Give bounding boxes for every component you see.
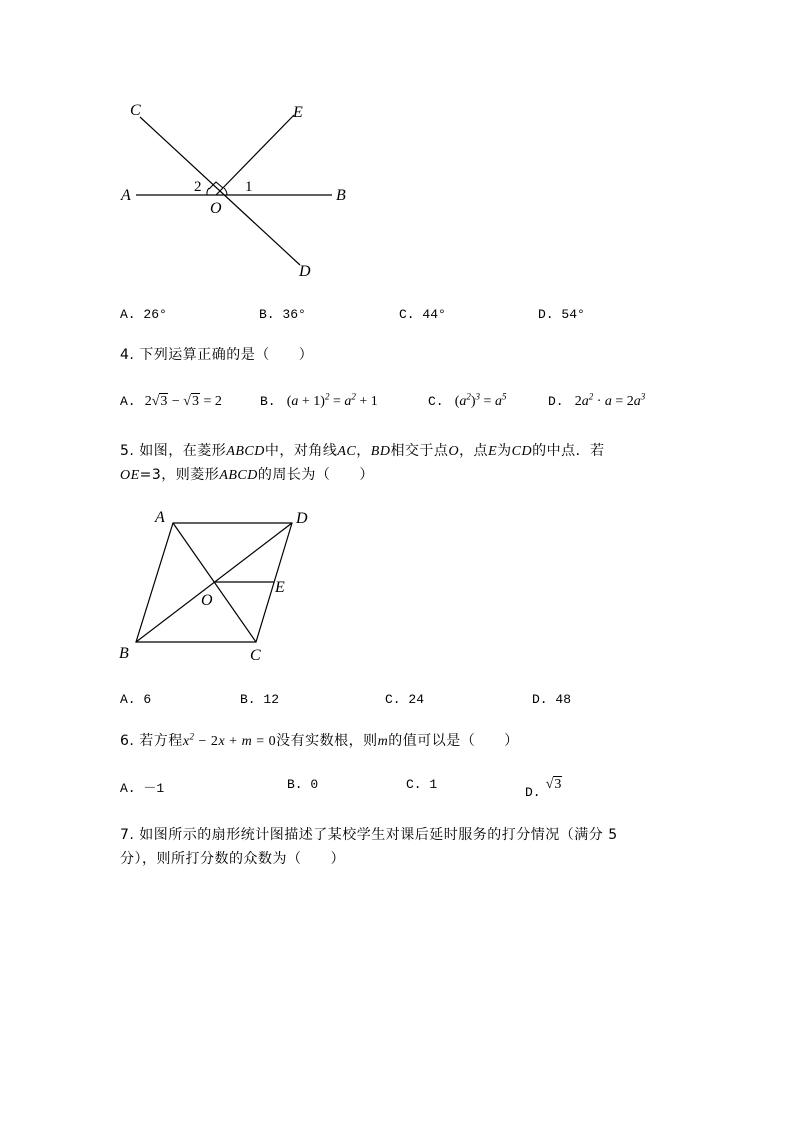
q5-option-b: B. 12 xyxy=(240,692,280,707)
figure-angles xyxy=(110,95,360,285)
q6-option-c: C. 1 xyxy=(406,777,438,792)
q3-option-b: B. 36° xyxy=(259,307,306,322)
angle-1-arc xyxy=(224,188,227,195)
q6-option-a: A. －1 xyxy=(120,781,165,796)
q7-question-line1: 7. 如图所示的扇形统计图描述了某校学生对课后延时服务的打分情况（满分 5 xyxy=(120,827,618,843)
q4-question: 4. 下列运算正确的是（ ） xyxy=(120,347,314,363)
label-angle-2: 2 xyxy=(194,179,202,195)
q3-option-d: D. 54° xyxy=(538,307,585,322)
label-e: E xyxy=(275,579,285,596)
angle-2-arc xyxy=(207,188,209,195)
label-o: O xyxy=(210,200,222,217)
q4-option-b: B. $(a + 1)^2 = a^2 + 1$ xyxy=(260,391,378,409)
q5-option-a: A. 6 xyxy=(120,692,152,707)
label-c: C xyxy=(130,102,141,119)
label-a: A xyxy=(155,509,165,526)
label-e: E xyxy=(293,104,303,121)
figure-rhombus xyxy=(110,500,330,670)
label-c: C xyxy=(250,647,261,664)
q7-question-line2: 分），则所打分数的众数为（ ） xyxy=(120,851,345,867)
label-a: A xyxy=(121,187,131,204)
q6-option-b: B. 0 xyxy=(287,777,319,792)
q6-equation: $x^2 - 2x + m = 0$ xyxy=(182,731,277,749)
q5-question-line2: OE=3，则菱形ABCD的周长为（ ） xyxy=(120,467,374,483)
q6-question: 6. 若方程$x^2 - 2x + m = 0$没有实数根，则m的值可以是（ ） xyxy=(120,731,519,749)
q5-question-line1: 5. 如图，在菱形ABCD中，对角线AC，BD相交于点O，点E为CD的中点．若 xyxy=(120,443,605,459)
q4-option-c: C. $(a^2)^3 = a^5$ xyxy=(428,391,507,409)
label-d: D xyxy=(299,263,311,280)
label-d: D xyxy=(296,510,308,527)
label-o: O xyxy=(201,592,213,609)
q5-option-d: D. 48 xyxy=(532,692,572,707)
label-angle-1: 1 xyxy=(245,179,253,195)
line-oe xyxy=(216,115,294,195)
q6-option-d: $_{D.}$ √3 xyxy=(525,777,562,800)
q4-option-d: D. $2a^2 \cdot a = 2a^3$ xyxy=(548,391,646,409)
q3-option-a: A. 26° xyxy=(120,307,167,322)
label-b: B xyxy=(119,645,129,662)
label-b: B xyxy=(336,187,346,204)
q5-option-c: C. 24 xyxy=(385,692,425,707)
q4-option-a: A. 2√3 − √3 = 2 xyxy=(120,394,222,409)
q3-option-c: C. 44° xyxy=(399,307,446,322)
